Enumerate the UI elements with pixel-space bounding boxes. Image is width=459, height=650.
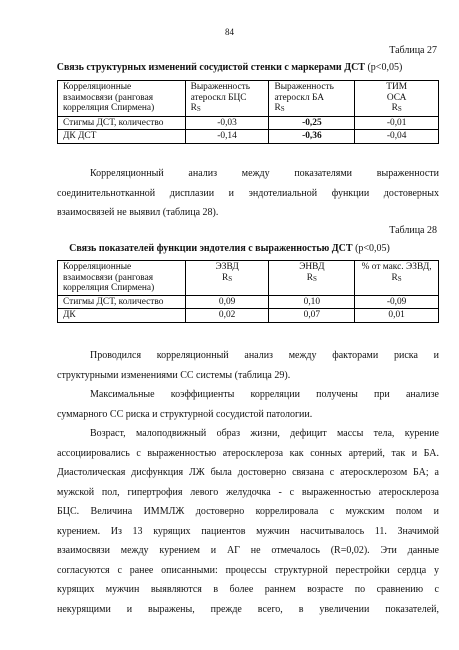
table27-header-cell: ТИМ ОСА $R_S$ <box>355 81 439 117</box>
paragraph-line: Корреляционный анализ между показателями выраженности <box>90 168 439 179</box>
paragraph-line: курением. Из 13 курящих пациентов мужчин насчитывалось 11. Значимой <box>57 525 439 537</box>
table-cell: -0,14 <box>185 130 269 144</box>
paragraph-line: ассоциировались с выраженностью атеросклероза как сонных артерий, так и БА. <box>57 447 439 459</box>
paragraph-line: Возраст, малоподвижный образ жизни, дефицит массы тела, курение <box>90 428 439 439</box>
table-cell: Стигмы ДСТ, количество <box>58 116 186 130</box>
paragraph-line: согласуются с ранее описанными: процессы структурной перестройки сердца у <box>57 564 439 576</box>
paragraph-line: курящих мужчин выявляются в более раннем возрасте по сравнению с <box>57 584 439 595</box>
table27-header-row <box>58 81 439 117</box>
table27-header-text: Выраженность атероскл БА <box>274 82 334 103</box>
table-cell: ДК ДСТ <box>58 130 186 144</box>
paragraph-line: Проводился корреляционный анализ между факторами риска и <box>90 350 439 361</box>
paragraph-line: суммарного СС риска и структурной сосудистой патологии. <box>57 408 313 420</box>
table-row <box>58 130 439 144</box>
page-number: 84 <box>225 27 234 37</box>
table28-header-cell: % от макс. ЭЗВД, $R_S$ <box>355 261 439 296</box>
table-cell: -0,25 <box>269 116 355 130</box>
table-cell: 0,10 <box>269 295 355 309</box>
table27-header-text: ТИМ ОСА <box>386 82 408 103</box>
table28-header-cell: ЭЗВД $R_S$ <box>185 261 269 296</box>
paragraph-line: соединительнотканной дисплазии и эндотелиальной функции достоверных <box>57 187 439 199</box>
table27-header-cell: Выраженность атероскл БА $R_S$ <box>269 81 355 117</box>
table27-header-text: Выраженность атероскл БЦС <box>190 82 250 103</box>
table-cell: 0,07 <box>269 309 355 323</box>
table-row <box>58 295 439 309</box>
table-cell: 0,02 <box>185 309 269 323</box>
table-row <box>58 116 439 130</box>
table-cell: 0,09 <box>185 295 269 309</box>
paragraph-line: взаимосвязи между курением и АГ не отмечалось (R=0,02). Эти данные <box>57 545 439 556</box>
table27-header-cell: Корреляционные взаимосвязи (ранговая корреляция Спирмена) <box>58 81 186 117</box>
table27-label: Таблица 27 <box>389 45 437 56</box>
table-cell: -0,36 <box>269 130 355 144</box>
table-cell: -0,04 <box>355 130 439 144</box>
paragraph-line: БЦС. Величина ИММЛЖ достоверно коррелировала с мужским полом и <box>57 506 439 517</box>
table27-header-sub: R <box>190 103 197 114</box>
table-cell: -0,03 <box>185 116 269 130</box>
table28-header-cell: Корреляционные взаимосвязи (ранговая корреляция Спирмена) <box>58 261 186 296</box>
paragraph-line: некурящими и выражены, прежде всего, в увеличении показателей, <box>57 603 439 615</box>
table-cell: -0,01 <box>355 116 439 130</box>
table28-title-plain: (p<0,05) <box>352 243 390 254</box>
paragraph-line: Максимальные коэффициенты корреляции получены при анализе <box>90 389 439 400</box>
table27-title <box>0 62 459 73</box>
paragraph-line: Диастолическая дисфункция ЛЖ была достоверно связана с атеросклерозом БА; а <box>57 467 439 478</box>
paragraph-line: взаимосвязей не выявил (таблица 28). <box>57 207 219 218</box>
table27-header-cell: Выраженность атероскл БЦС $R_S$ <box>185 81 269 117</box>
table-cell: 0,01 <box>355 309 439 323</box>
table27-header-sub: R <box>274 103 281 114</box>
table-cell: -0,09 <box>355 295 439 309</box>
table27-title-bold: Связь структурных изменений сосудистой стенки с маркерами ДСТ <box>56 62 365 73</box>
table27-title-plain: (p<0,05) <box>364 62 403 73</box>
paragraph-line: мужской пол, гипертрофия левого желудочка - с выраженностью атеросклероза <box>57 486 439 498</box>
table-row <box>58 309 439 323</box>
table28-header-text: ЭНВД <box>299 262 325 272</box>
table28-label: Таблица 28 <box>389 225 437 236</box>
table-cell: Стигмы ДСТ, количество <box>58 295 186 309</box>
paragraph-4 <box>57 424 439 619</box>
paragraph-1 <box>57 164 439 223</box>
table27-header-sub: R <box>391 103 398 114</box>
table27 <box>57 80 439 144</box>
table28 <box>57 260 439 323</box>
paragraph-3 <box>57 385 439 424</box>
table28-title <box>0 243 459 254</box>
table28-title-bold: Связь показателей функции эндотелия с выраженностью ДСТ <box>69 243 353 254</box>
table-cell: ДК <box>58 309 186 323</box>
paragraph-2 <box>57 346 439 385</box>
table28-header-text: ЭЗВД <box>215 262 239 272</box>
table28-header-cell: ЭНВД $R_S$ <box>269 261 355 296</box>
table28-header-text: % от макс. ЭЗВД, R <box>361 262 432 283</box>
paragraph-line: структурными изменениями СС системы (таблица 29). <box>57 369 291 381</box>
table28-header-row <box>58 261 439 296</box>
